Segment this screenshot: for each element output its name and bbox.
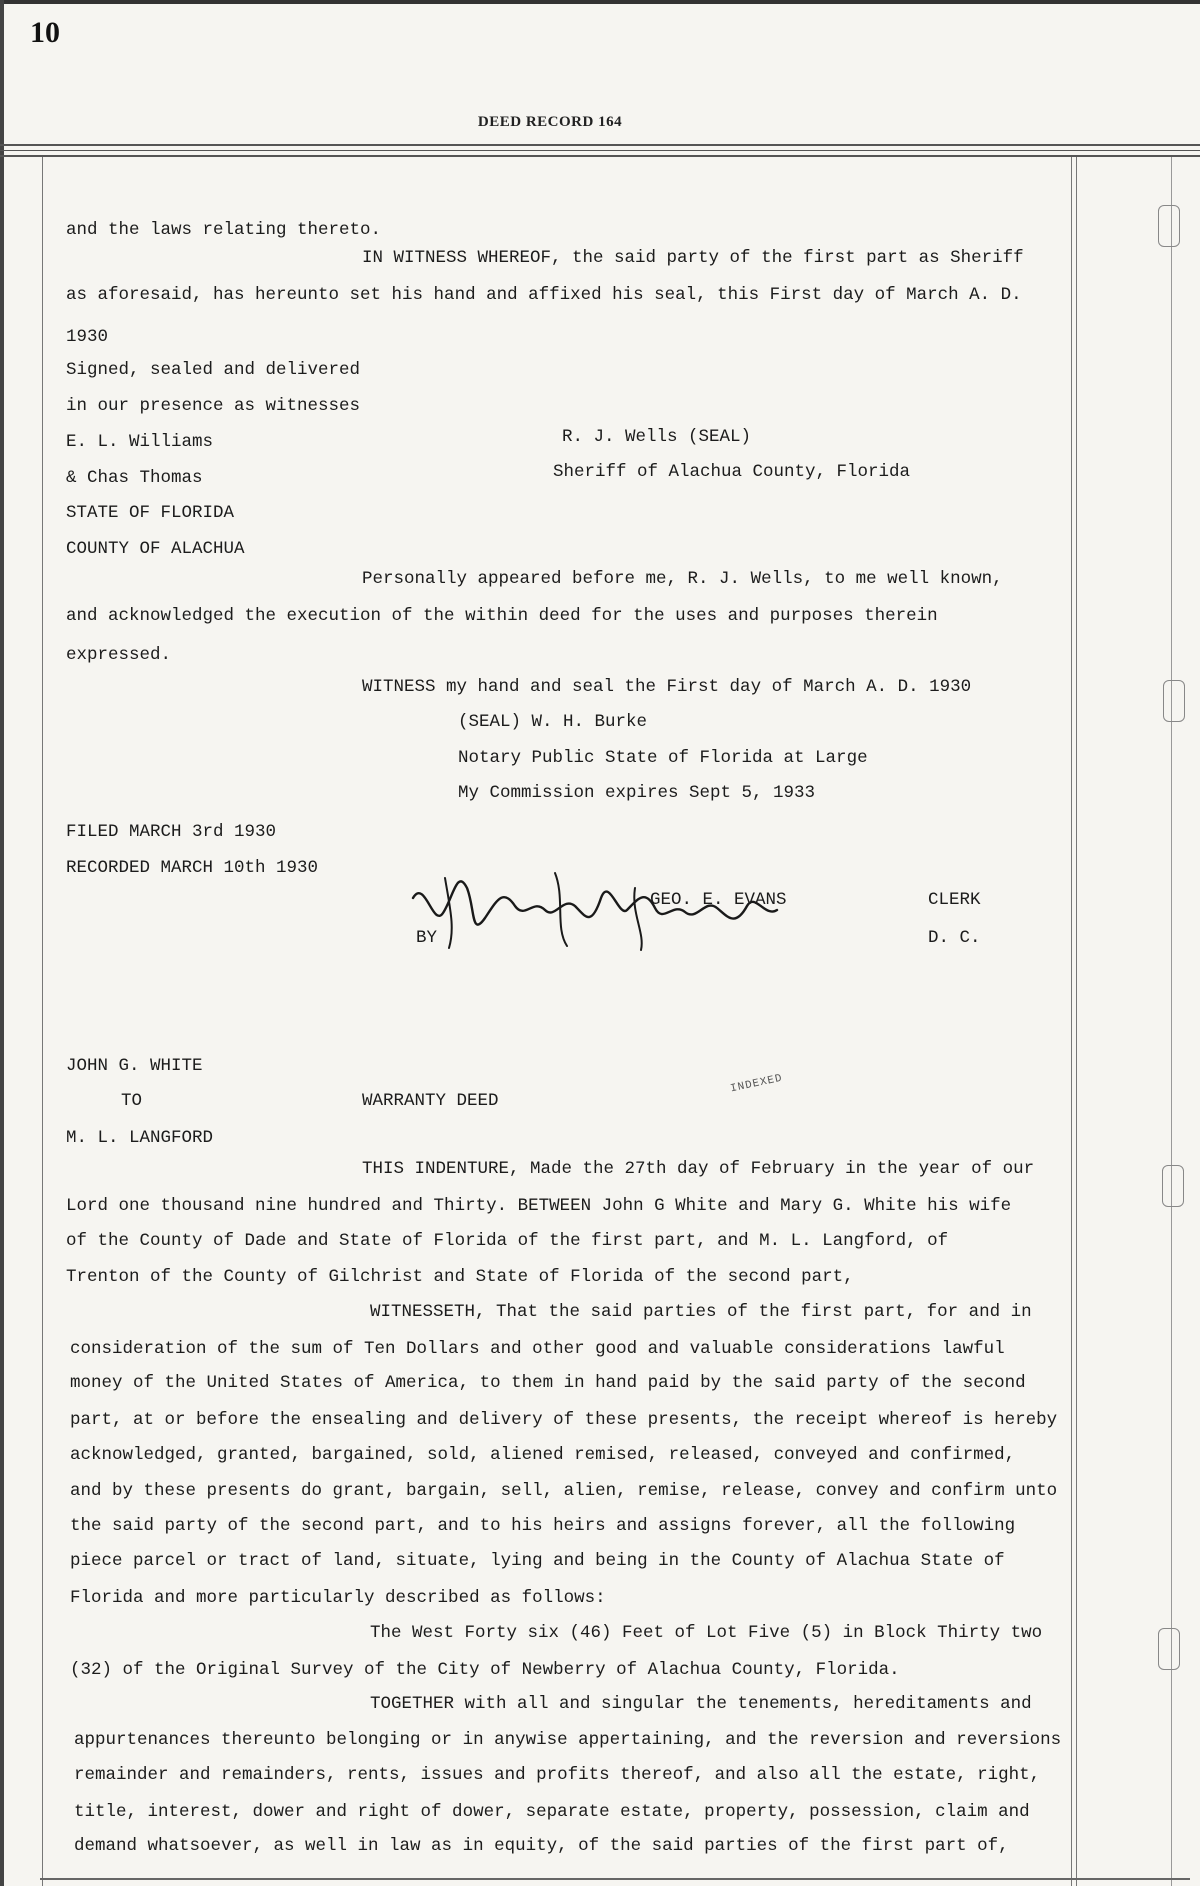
deed-line: the said party of the second part, and to his heirs and assigns forever, all the following — [70, 1516, 1016, 1536]
left-page-edge — [0, 0, 4, 1886]
deed-line: remainder and remainders, rents, issues and profits thereof, and also all the estate, right, — [74, 1765, 1041, 1785]
deed-line: R. J. Wells (SEAL) — [562, 427, 752, 447]
deed-line: Lord one thousand nine hundred and Thirty. BETWEEN John G White and Mary G. White his wife — [66, 1196, 1012, 1216]
deed-line: BY — [416, 928, 438, 948]
deed-line: The West Forty six (46) Feet of Lot Five (5) in Block Thirty two — [370, 1623, 1043, 1643]
deed-line: appurtenances thereunto belonging or in anywise appertaining, and the reversion and reversions — [74, 1730, 1062, 1750]
deed-line: (32) of the Original Survey of the City of Newberry of Alachua County, Florida. — [70, 1660, 900, 1680]
page-number: 10 — [30, 16, 60, 49]
deed-line: and acknowledged the execution of the within deed for the uses and purposes therein — [66, 606, 938, 626]
right-margin-line — [1076, 157, 1077, 1886]
deed-line: & Chas Thomas — [66, 468, 203, 488]
deed-line: consideration of the sum of Ten Dollars and other good and valuable considerations lawful — [70, 1339, 1005, 1359]
header-rule — [0, 150, 1200, 151]
deed-line: demand whatsoever, as well in law as in equity, of the said parties of the first part of, — [74, 1836, 1009, 1856]
deed-line: THIS INDENTURE, Made the 27th day of February in the year of our — [362, 1159, 1035, 1179]
deed-line: Notary Public State of Florida at Large — [458, 748, 868, 768]
binding-hole-mark — [1162, 1165, 1184, 1207]
binding-hole-mark — [1158, 205, 1180, 247]
deed-line: TO — [121, 1091, 143, 1111]
deed-line: WITNESSETH, That the said parties of the first part, for and in — [370, 1302, 1032, 1322]
deed-line: WITNESS my hand and seal the First day of March A. D. 1930 — [362, 677, 972, 697]
binding-line — [1171, 157, 1172, 1886]
deed-line: of the County of Dade and State of Florida of the first part, and M. L. Langford, of — [66, 1231, 949, 1251]
deed-line: WARRANTY DEED — [362, 1091, 499, 1111]
deed-line: Sheriff of Alachua County, Florida — [553, 462, 911, 482]
deed-line: M. L. LANGFORD — [66, 1128, 214, 1148]
deed-line: (SEAL) W. H. Burke — [458, 712, 648, 732]
deed-line: RECORDED MARCH 10th 1930 — [66, 858, 319, 878]
deed-line: JOHN G. WHITE — [66, 1056, 203, 1076]
deed-line: Trenton of the County of Gilchrist and State of Florida of the second part, — [66, 1267, 854, 1287]
header-rule — [0, 155, 1200, 157]
clerk-signature — [405, 858, 785, 958]
deed-line: TOGETHER with all and singular the tenements, hereditaments and — [370, 1694, 1032, 1714]
deed-line: CLERK — [928, 890, 981, 910]
deed-line: Florida and more particularly described as follows: — [70, 1588, 606, 1608]
left-margin-line — [42, 157, 43, 1886]
deed-line: E. L. Williams — [66, 432, 214, 452]
deed-line: STATE OF FLORIDA — [66, 503, 235, 523]
deed-line: FILED MARCH 3rd 1930 — [66, 822, 277, 842]
deed-line: acknowledged, granted, bargained, sold, aliened remised, released, conveyed and confirmed, — [70, 1445, 1016, 1465]
deed-line: COUNTY OF ALACHUA — [66, 539, 245, 559]
deed-line: Personally appeared before me, R. J. Wells, to me well known, — [362, 569, 1003, 589]
binding-hole-mark — [1163, 680, 1185, 722]
deed-line: GEO. E. EVANS — [650, 890, 787, 910]
header-rule — [0, 144, 1200, 146]
bottom-border — [40, 1878, 1190, 1880]
deed-line: D. C. — [928, 928, 981, 948]
page-header-title: DEED RECORD 164 — [477, 114, 623, 130]
indexed-stamp: INDEXED — [729, 1072, 784, 1096]
deed-line: Signed, sealed and delivered — [66, 360, 361, 380]
deed-line: piece parcel or tract of land, situate, lying and being in the County of Alachua State of — [70, 1551, 1005, 1571]
deed-line: and by these presents do grant, bargain, sell, alien, remise, release, convey and confirm unto — [70, 1481, 1058, 1501]
top-border — [0, 0, 1200, 4]
deed-line: as aforesaid, has hereunto set his hand and affixed his seal, this First day of March A. D. — [66, 285, 1022, 305]
deed-line: and the laws relating thereto. — [66, 220, 382, 240]
deed-line: money of the United States of America, to them in hand paid by the said party of the second — [70, 1373, 1026, 1393]
deed-line: part, at or before the ensealing and delivery of these presents, the receipt whereof is hereby — [70, 1410, 1058, 1430]
deed-line: My Commission expires Sept 5, 1933 — [458, 783, 816, 803]
deed-line: in our presence as witnesses — [66, 396, 361, 416]
right-margin-line — [1071, 157, 1072, 1886]
deed-line: title, interest, dower and right of dower, separate estate, property, possession, claim and — [74, 1802, 1030, 1822]
deed-line: expressed. — [66, 645, 172, 665]
deed-line: IN WITNESS WHEREOF, the said party of the first part as Sheriff — [362, 248, 1024, 268]
deed-line: 1930 — [66, 327, 109, 347]
binding-hole-mark — [1158, 1628, 1180, 1670]
